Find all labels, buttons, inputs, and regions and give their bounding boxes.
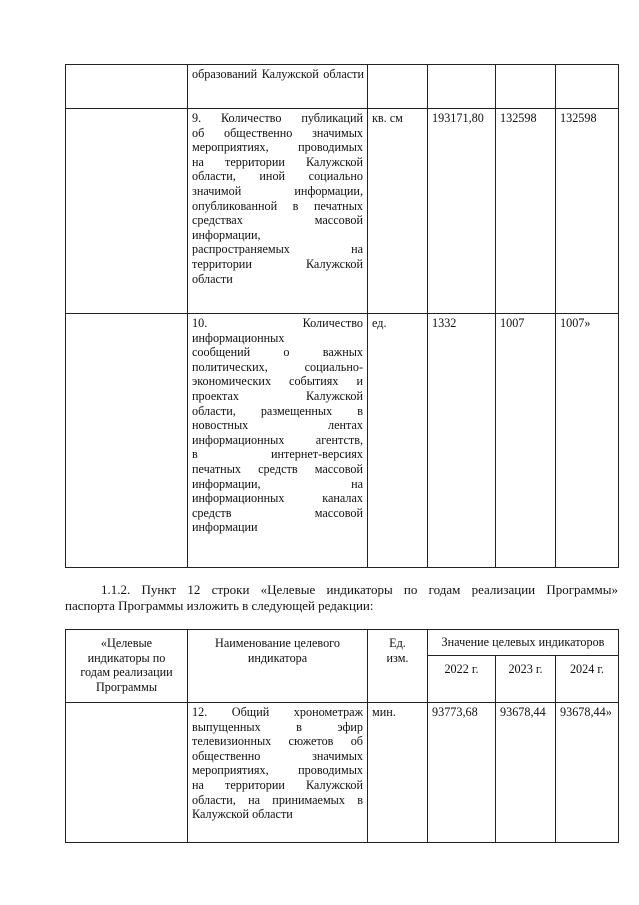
header-indicator-name-lines bbox=[192, 636, 363, 665]
unit-cell bbox=[368, 314, 428, 568]
text-line: информации bbox=[192, 520, 258, 535]
text-line: «Целевые bbox=[100, 636, 153, 650]
paragraph-line-2: паспорта Программы изложить в следующей редакции: bbox=[65, 598, 374, 613]
text-line: информационных агентств, bbox=[192, 432, 363, 447]
value-2022-cell bbox=[428, 703, 496, 843]
value-2024-cell bbox=[556, 703, 619, 843]
indicator-name-lines bbox=[192, 705, 363, 822]
indicator-name-cell bbox=[188, 65, 368, 109]
text-line: 9. Количество публикаций bbox=[192, 111, 363, 125]
value-2023: 1007 bbox=[500, 316, 525, 330]
text-line: опубликованной в печатных bbox=[192, 198, 363, 213]
value-2023-cell bbox=[496, 109, 556, 314]
text-line: территории Калужской bbox=[192, 256, 363, 271]
table-row bbox=[66, 314, 619, 568]
table-row bbox=[66, 703, 619, 843]
value-2024-cell bbox=[556, 65, 619, 109]
indicators-table-continued bbox=[65, 64, 619, 568]
header-year-2023-cell bbox=[496, 656, 556, 703]
text-line: Наименование целевого bbox=[215, 636, 340, 650]
text-line: в интернет-версиях bbox=[192, 447, 363, 462]
table-row bbox=[66, 65, 619, 109]
header-values-title-cell bbox=[428, 630, 619, 656]
header-year-2023: 2023 г. bbox=[508, 662, 543, 676]
text-line: печатных средств массовой bbox=[192, 461, 363, 476]
indicator-name-cell bbox=[188, 109, 368, 314]
text-line: информационных каналах bbox=[192, 491, 363, 506]
indicator-name-cell bbox=[188, 703, 368, 843]
indicator-name-cell bbox=[188, 314, 368, 568]
text-line: 12. Общий хронометраж bbox=[192, 705, 363, 719]
unit-cell bbox=[368, 65, 428, 109]
value-2022: 193171,80 bbox=[432, 111, 484, 125]
text-line: телевизионных сюжетов об bbox=[192, 734, 363, 749]
indicator-name-lines bbox=[192, 111, 363, 286]
table-header-row bbox=[66, 630, 619, 656]
header-year-2024-cell bbox=[556, 656, 619, 703]
text-line: области, размещенных в bbox=[192, 403, 363, 418]
text-line: индикатора bbox=[247, 650, 308, 665]
unit-text: кв. см bbox=[372, 111, 403, 125]
header-indicator-name-cell bbox=[188, 630, 368, 703]
text-line: об общественно значимых bbox=[192, 125, 363, 140]
header-year-2022: 2022 г. bbox=[444, 662, 479, 676]
text-line: средств массовой bbox=[192, 505, 363, 520]
text-line: области, иной социально bbox=[192, 169, 363, 184]
text-line: выпущенных в эфир bbox=[192, 719, 363, 734]
text-line: новостных лентах bbox=[192, 418, 363, 433]
unit-text: мин. bbox=[372, 705, 396, 719]
value-2024-cell bbox=[556, 109, 619, 314]
indicator-name-text: образований Калужской области bbox=[192, 67, 364, 81]
text-line: мероприятиях, проводимых bbox=[192, 763, 363, 778]
text-line: информации, на bbox=[192, 476, 363, 491]
text-line: индикаторы по bbox=[87, 650, 166, 665]
text-line: изм. bbox=[386, 650, 409, 665]
empty-cell bbox=[66, 109, 188, 314]
value-2023: 93678,44 bbox=[500, 705, 546, 719]
value-2024: 93678,44» bbox=[560, 705, 612, 719]
header-year-2022-cell bbox=[428, 656, 496, 703]
text-line: Программы bbox=[95, 679, 158, 694]
text-line: сообщений о важных bbox=[192, 345, 363, 360]
text-line: информации, bbox=[192, 227, 261, 242]
value-2023-cell bbox=[496, 703, 556, 843]
header-unit-lines bbox=[372, 636, 423, 665]
value-2024: 1007» bbox=[560, 316, 591, 330]
text-line: средствах массовой bbox=[192, 213, 363, 228]
value-2022-cell bbox=[428, 65, 496, 109]
unit-cell bbox=[368, 703, 428, 843]
value-2022: 1332 bbox=[432, 316, 457, 330]
text-line: значимой информации, bbox=[192, 183, 363, 198]
value-2023-cell bbox=[496, 314, 556, 568]
header-targets-cell bbox=[66, 630, 188, 703]
empty-cell bbox=[66, 314, 188, 568]
paragraph-line-1: 1.1.2. Пункт 12 строки «Целевые индикаторы по годам реализации Программы» bbox=[101, 582, 618, 597]
value-2022-cell bbox=[428, 314, 496, 568]
text-line: проектах Калужской bbox=[192, 388, 363, 403]
text-line: мероприятиях, проводимых bbox=[192, 140, 363, 155]
indicator-name-lines bbox=[192, 316, 363, 535]
text-line: экономических событиях и bbox=[192, 374, 363, 389]
text-line: общественно значимых bbox=[192, 748, 363, 763]
text-line: годам реализации bbox=[80, 665, 173, 680]
text-line: Ед. bbox=[389, 636, 406, 650]
amendment-paragraph bbox=[65, 582, 618, 614]
empty-cell bbox=[66, 65, 188, 109]
text-line: 10. Количество bbox=[192, 316, 363, 330]
text-line: распространяемых на bbox=[192, 242, 363, 257]
text-line: политических, социально- bbox=[192, 359, 363, 374]
value-2023: 132598 bbox=[500, 111, 537, 125]
unit-cell bbox=[368, 109, 428, 314]
table-row bbox=[66, 109, 619, 314]
empty-cell bbox=[66, 703, 188, 843]
value-2022-cell bbox=[428, 109, 496, 314]
header-targets-lines bbox=[70, 636, 183, 694]
text-line: на территории Калужской bbox=[192, 777, 363, 792]
unit-text: ед. bbox=[372, 316, 387, 330]
value-2023-cell bbox=[496, 65, 556, 109]
text-line: области bbox=[192, 271, 233, 286]
text-line: Калужской области bbox=[192, 807, 293, 822]
indicators-table bbox=[65, 629, 619, 843]
text-line: на территории Калужской bbox=[192, 154, 363, 169]
value-2024: 132598 bbox=[560, 111, 597, 125]
text-line: области, на принимаемых в bbox=[192, 792, 363, 807]
header-year-2024: 2024 г. bbox=[569, 662, 605, 676]
value-2022: 93773,68 bbox=[432, 705, 478, 719]
value-2024-cell bbox=[556, 314, 619, 568]
header-unit-cell bbox=[368, 630, 428, 703]
text-line: информационных bbox=[192, 330, 285, 345]
header-values-title: Значение целевых индикаторов bbox=[441, 635, 605, 649]
